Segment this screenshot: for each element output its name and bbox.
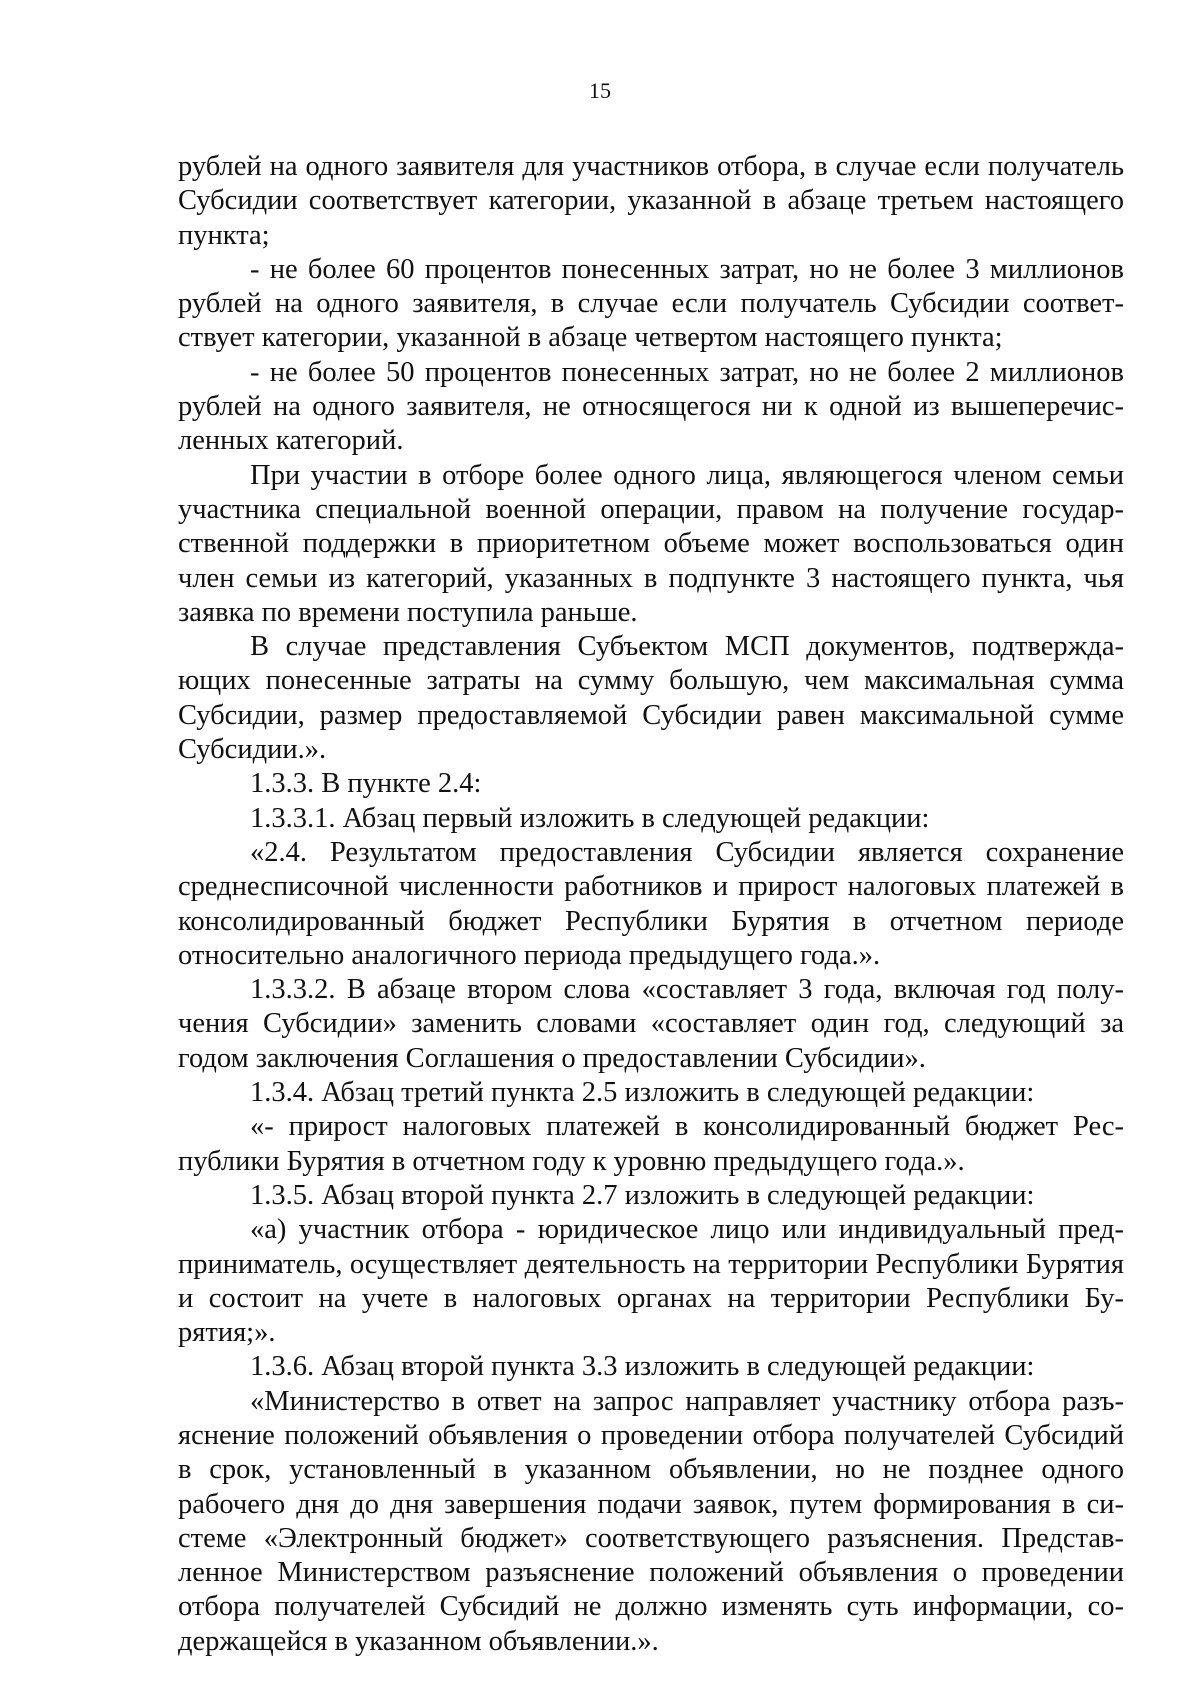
document-paragraph: «2.4. Результатом предоставления Субсидии является сохранение среднесписочной численности работников и прирост налоговых платежей в консолидированный бюджет Республики Бурятия в отчетном периоде относительно аналогичного периода предыдущего года.». [178,836,1124,971]
document-paragraph: «- прирост налоговых платежей в консолидированный бюджет Республики Бурятия в отчетном году к уровню предыдущего года.». [178,1111,1124,1177]
document-paragraph: 1.3.6. Абзац второй пункта 3.3 изложить в следующей редакции: [250,1351,1035,1383]
page-number: 15 [589,78,611,103]
document-paragraph: «Министерство в ответ на запрос направляет участнику отбора разъяснение положений объявления о проведении отбора получателей Субсидий в срок, установленный в указанном объявлении, но не позднее одного рабочего дня до дня завершения подачи заявок, путем формирования в системе «Электронный бюджет» соответствующего разъяснения. Представленное Министерством разъяснение положений объявления о проведении отбора получателей Субсидий не должно изменять суть информации, содержащейся в указанном объявлении.». [178,1385,1124,1657]
document-paragraph: При участии в отборе более одного лица, являющегося членом семьи участника специальной военной операции, правом на получение государственной поддержки в приоритетном объеме может воспользоваться один член семьи из категорий, указанных в подпункте 3 настоящего пункта, чья заявка по времени поступила раньше. [178,459,1124,628]
document-paragraph: - не более 50 процентов понесенных затрат, но не более 2 миллионов рублей на одного заявителя, не относящегося ни к одной из вышеперечисленных категорий. [178,356,1124,457]
document-paragraph: 1.3.3.2. В абзаце втором слова «составляет 3 года, включая год получения Субсидии» заменить словами «составляет один год, следующий за годом заключения Соглашения о предоставлении Субсидии». [178,974,1124,1074]
document-paragraph: «а) участник отбора - юридическое лицо или индивидуальный предприниматель, осуществляет деятельность на территории Республики Бурятия и состоит на учете в налоговых органах на территории Республики Бурятия;». [178,1214,1124,1349]
document-paragraph: - не более 60 процентов понесенных затрат, но не более 3 миллионов рублей на одного заявителя, в случае если получатель Субсидии соответствует категории, указанной в абзаце четвертом настоящего пункта; [178,253,1124,354]
document-paragraph: 1.3.4. Абзац третий пункта 2.5 изложить в следующей редакции: [250,1077,1035,1109]
document-paragraph: 1.3.3.1. Абзац первый изложить в следующей редакции: [250,802,930,834]
document-paragraph: 1.3.5. Абзац второй пункта 2.7 изложить в следующей редакции: [250,1179,1035,1211]
document-body [178,150,1124,1659]
document-paragraph: В случае представления Субъектом МСП документов, подтверждающих понесенные затраты на сумму большую, чем максимальная сумма Субсидии, размер предоставляемой Субсидии равен максимальной сумме Субсидии.». [178,631,1124,766]
document-paragraph: 1.3.3. В пункте 2.4: [250,768,482,800]
document-paragraph: рублей на одного заявителя для участников отбора, в случае если получатель Субсидии соответствует категории, указанной в абзаце третьем настоящего пункта; [178,151,1124,251]
